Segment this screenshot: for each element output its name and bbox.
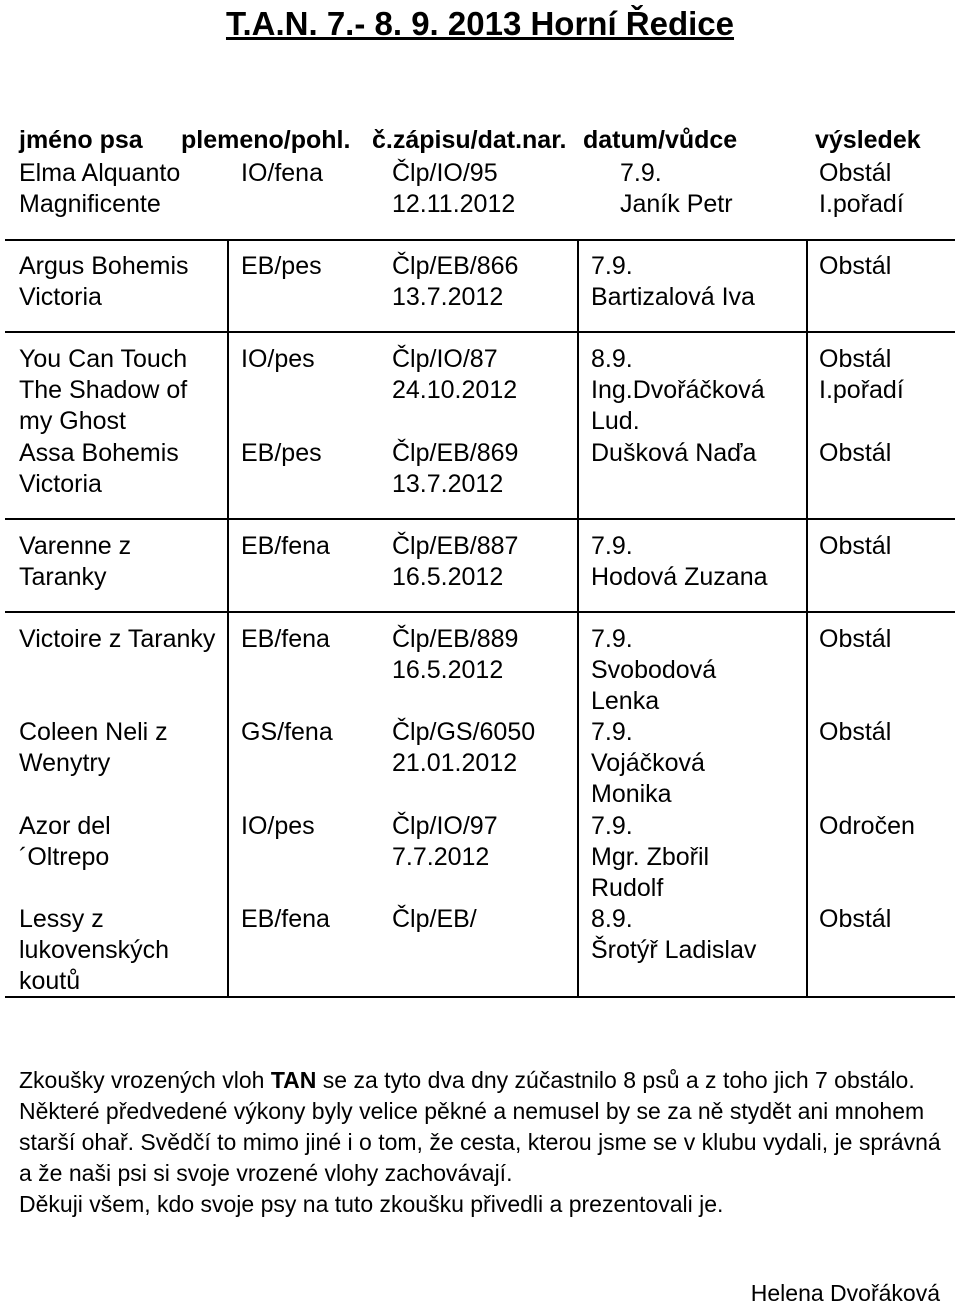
- birth-date: 13.7.2012: [392, 470, 504, 498]
- handler: Ing.Dvořáčková Lud.: [591, 376, 765, 435]
- dog-name: You Can Touch The Shadow of my Ghost: [19, 345, 188, 435]
- registration-number: Člp/IO/97: [392, 812, 498, 840]
- handler: Svobodová Lenka: [591, 656, 717, 715]
- birth-date: 13.7.2012: [392, 283, 504, 311]
- birth-date: 16.5.2012: [392, 656, 504, 684]
- handler: Mgr. Zbořil Rudolf: [591, 843, 710, 902]
- registration-number: Člp/EB/: [392, 905, 477, 933]
- handler: Dušková Naďa: [591, 439, 757, 467]
- header-dog-name: jméno psa: [19, 126, 143, 154]
- test-date: 7.9.: [591, 252, 633, 280]
- birth-date: 7.7.2012: [392, 843, 490, 871]
- test-date: 7.9.: [620, 159, 662, 187]
- dog-name: Victoire z Taranky: [19, 625, 216, 653]
- registration-number: Člp/EB/866: [392, 252, 519, 280]
- result: Obstál: [819, 625, 892, 653]
- dog-name: Assa Bohemis Victoria: [19, 439, 179, 498]
- placing: I.pořadí: [819, 376, 904, 404]
- test-date: 7.9.: [591, 625, 633, 653]
- result: Obstál: [819, 159, 892, 187]
- handler: Janík Petr: [620, 190, 733, 218]
- placing: I.pořadí: [819, 190, 904, 218]
- page-title: T.A.N. 7.- 8. 9. 2013 Horní Ředice: [225, 5, 735, 42]
- breed-sex: EB/fena: [241, 905, 330, 933]
- summary-paragraph: [19, 1065, 944, 1220]
- dog-name: Lessy z lukovenských koutů: [19, 905, 170, 995]
- birth-date: 12.11.2012: [392, 190, 516, 218]
- handler: Šrotýř Ladislav: [591, 936, 757, 964]
- header-result: výsledek: [815, 126, 921, 154]
- handler: Bartizalová Iva: [591, 283, 755, 311]
- breed-sex: GS/fena: [241, 718, 333, 746]
- breed-sex: EB/fena: [241, 625, 330, 653]
- column-divider: [227, 239, 229, 998]
- breed-sex: IO/pes: [241, 812, 315, 840]
- birth-date: 16.5.2012: [392, 563, 504, 591]
- signature: Helena Dvořáková: [750, 1280, 940, 1306]
- breed-sex: EB/pes: [241, 252, 322, 280]
- dog-name: Argus Bohemis Victoria: [19, 252, 189, 311]
- breed-sex: EB/pes: [241, 439, 322, 467]
- result: Obstál: [819, 345, 892, 373]
- breed-sex: EB/fena: [241, 532, 330, 560]
- registration-number: Člp/EB/869: [392, 439, 519, 467]
- header-date-handler: datum/vůdce: [583, 126, 738, 154]
- test-date: 7.9.: [591, 532, 633, 560]
- summary-text-part: se za tyto dva dny zúčastnilo 8 psů a z toho jich 7 obstálo. Některé předvedené výkony byly velice pěkné a nemusel by se za ně stydět ani mnohem starší ohař. Svědčí to mimo jiné i o tom, že cesta, kterou jsme se v klubu vydali, je správná a že naši psi si svoje vrozené vlohy zachovávají.: [19, 1067, 941, 1186]
- row-divider: [5, 331, 955, 333]
- column-divider: [577, 239, 579, 998]
- column-divider: [806, 239, 808, 998]
- result: Obstál: [819, 532, 892, 560]
- birth-date: 24.10.2012: [392, 376, 518, 404]
- test-date: 7.9.: [591, 718, 633, 746]
- handler: Vojáčková Monika: [591, 749, 705, 808]
- row-divider: [5, 518, 955, 520]
- result: Obstál: [819, 439, 892, 467]
- breed-sex: IO/pes: [241, 345, 315, 373]
- test-date: 8.9.: [591, 345, 633, 373]
- header-breed-sex: plemeno/pohl.: [181, 126, 351, 154]
- handler: Hodová Zuzana: [591, 563, 768, 591]
- dog-name: Elma Alquanto Magnificente: [19, 159, 181, 218]
- row-divider: [5, 239, 955, 241]
- header-registration: č.zápisu/dat.nar.: [372, 126, 567, 154]
- registration-number: Člp/GS/6050: [392, 718, 536, 746]
- breed-sex: IO/fena: [241, 159, 323, 187]
- summary-text-part: Zkoušky vrozených vloh: [19, 1067, 271, 1093]
- test-date: 7.9.: [591, 812, 633, 840]
- row-divider: [5, 611, 955, 613]
- summary-bold-tan: TAN: [270, 1067, 317, 1093]
- registration-number: Člp/EB/889: [392, 625, 519, 653]
- result: Obstál: [819, 252, 892, 280]
- test-date: 8.9.: [591, 905, 633, 933]
- result: Obstál: [819, 718, 892, 746]
- dog-name: Varenne z Taranky: [19, 532, 132, 591]
- result: Obstál: [819, 905, 892, 933]
- registration-number: Člp/IO/95: [392, 159, 498, 187]
- result: Odročen: [819, 812, 915, 840]
- birth-date: 21.01.2012: [392, 749, 518, 777]
- dog-name: Coleen Neli z Wenytry: [19, 718, 168, 777]
- dog-name: Azor del´Oltrepo: [19, 812, 111, 871]
- registration-number: Člp/IO/87: [392, 345, 498, 373]
- thanks-text: Děkuji všem, kdo svoje psy na tuto zkoušku přivedli a prezentovali je.: [19, 1191, 724, 1217]
- registration-number: Člp/EB/887: [392, 532, 519, 560]
